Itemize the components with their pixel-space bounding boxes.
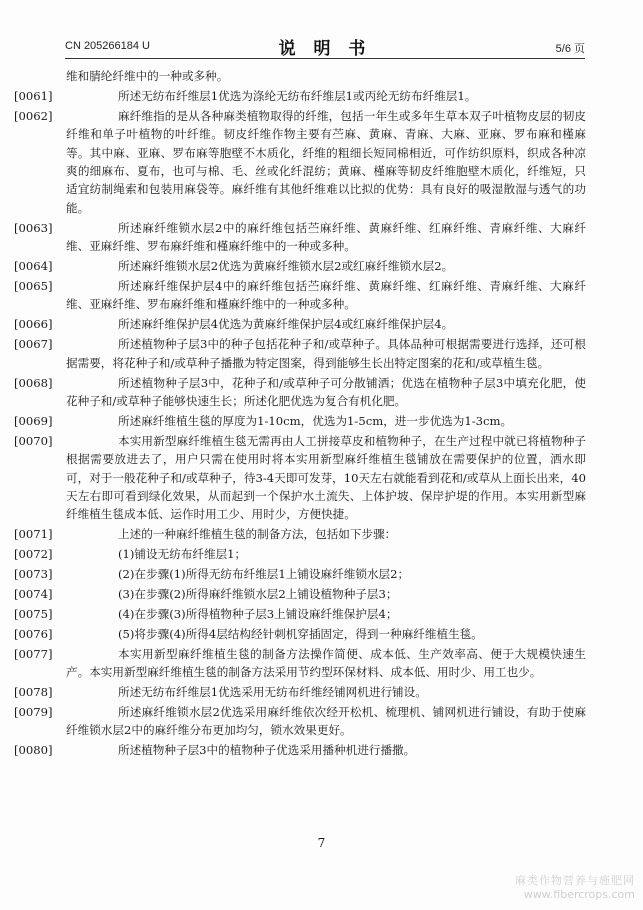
- paragraph-text: 所述麻纤维锁水层2中的麻纤维包括苎麻纤维、黄麻纤维、红麻纤维、青麻纤维、大麻纤维、亚麻纤维、罗布麻纤维和槿麻纤维中的一种或多种。: [66, 220, 586, 254]
- paragraph-text: 麻纤维指的是从各种麻类植物取得的纤维，包括一年生或多年生草本双子叶植物皮层的韧皮纤维和单子叶植物的叶纤维。韧皮纤维作物主要有苎麻、黄麻、青麻、大麻、亚麻、罗布麻和槿麻等。其中麻、亚麻、罗布麻等胞壁不木质化，纤维的粗细长短同棉相近，可作纺织原料，织成各种凉爽的细麻布、夏布，也可与棉、毛、丝或化纤混纺；黄麻、槿麻等韧皮纤维胞壁木质化，纤维短，只适宜纺制绳索和包装用麻袋等。麻纤维有其他纤维难以比拟的优势：具有良好的吸湿散湿与透气的功能。: [66, 108, 586, 215]
- paragraph-text: 所述麻纤维植生毯的厚度为1-10cm，优选为1-5cm，进一步优选为1-3cm。: [118, 413, 513, 428]
- watermark: [515, 874, 635, 902]
- page-header: [65, 36, 585, 59]
- paragraph-number: [0071]: [14, 527, 53, 542]
- continuation-text: 维和腈纶纤维中的一种或多种。: [66, 69, 229, 83]
- document-body: [14, 67, 586, 761]
- paragraph: [14, 741, 586, 759]
- paragraph-text: 所述麻纤维保护层4优选为黄麻纤维保护层4或红麻纤维保护层4。: [118, 317, 454, 332]
- paragraph: [14, 605, 586, 623]
- paragraph-text: 本实用新型麻纤维植生毯的制备方法操作简便、成本低、生产效率高、便于大规模快速生产。本实用新型麻纤维植生毯的制备方法采用节约型环保材料、成本低、用时少、用工也少。: [66, 646, 586, 680]
- paragraph-text: (4)在步骤(3)所得植物种子层3上铺设麻纤维保护层4；: [118, 606, 398, 621]
- watermark-site-name: 麻类作物营养与施肥网: [515, 874, 635, 887]
- paragraph-text: (5)将步骤(4)所得4层结构经针刺机穿插固定，得到一种麻纤维植生毯。: [118, 626, 483, 641]
- paragraph-number: [0068]: [14, 375, 53, 390]
- paragraph-number: [0069]: [14, 413, 53, 428]
- paragraph: [14, 625, 586, 643]
- paragraph-text: (3)在步骤(2)所得麻纤维锁水层2上铺设植物种子层3；: [118, 586, 398, 601]
- paragraph: [14, 703, 586, 740]
- paragraph: [14, 432, 586, 524]
- paragraph-text: (2)在步骤(1)所得无纺布纤维层1上铺设麻纤维锁水层2；: [118, 567, 410, 582]
- paragraph: [14, 565, 586, 583]
- paragraph-text: 本实用新型麻纤维植生毯无需再由人工拼接草皮和植物种子，在生产过程中就已将植物种子根据需要放进去了，用户只需在使用时将本实用新型麻纤维植生毯铺放在需要保护的位置，洒水即可，对于一般花种子和/或草种子，待3-4天即可发芽，10天左右就能看到花和/或草从上面长出来，40天左右即可看到绿化效果，从而起到一个保护水土流失、上体护坡、保岸护堤的作用。本实用新型麻纤维植生毯成本低、运作时用工少、用时少，方便快捷。: [66, 433, 586, 522]
- paragraph: [14, 335, 586, 372]
- paragraph-number: [0064]: [14, 259, 53, 274]
- paragraph-number: [0061]: [14, 88, 53, 103]
- paragraph: [14, 585, 586, 603]
- paragraph-text: 所述无纺布纤维层1优选采用无纺布纤维经铺网机进行铺设。: [118, 685, 427, 699]
- paragraph-text: 所述植物种子层3中的种子包括花种子和/或草种子。具体品种可根据需要进行选择，还可根据需要，将花种子和/或草种子播撒为特定图案，得到能够生长出特定图案的花和/或草植生毯。: [66, 337, 586, 370]
- paragraph-number: [0062]: [14, 108, 53, 123]
- paragraph-number: [0078]: [14, 685, 53, 699]
- paragraph: [14, 374, 586, 411]
- document-title: 说 明 书: [278, 39, 372, 59]
- paragraph: [14, 107, 586, 217]
- paragraph-text: 所述植物种子层3中，花种子和/或草种子可分散铺洒；优选在植物种子层3中填充化肥，使花种子和/或草种子能够快速生长；所述化肥优选为复合有机化肥。: [66, 375, 586, 408]
- paragraph-number: [0077]: [14, 646, 53, 661]
- patent-number: CN 205266184 U: [65, 40, 151, 52]
- paragraph-text: 上述的一种麻纤维植生毯的制备方法，包括如下步骤：: [118, 527, 397, 542]
- paragraph: [14, 257, 586, 275]
- page-indicator: 5/6 页: [555, 43, 585, 55]
- paragraph-number: [0065]: [14, 278, 53, 293]
- paragraph: [14, 525, 586, 543]
- paragraph-number: [0079]: [14, 704, 53, 719]
- paragraph: [14, 315, 586, 333]
- paragraph: [14, 645, 586, 682]
- paragraph-number: [0073]: [14, 567, 53, 582]
- paragraph-number: [0066]: [14, 317, 53, 332]
- paragraph: [14, 87, 586, 105]
- paragraph-text: 所述麻纤维锁水层2优选为黄麻纤维锁水层2或红麻纤维锁水层2。: [118, 259, 454, 274]
- paragraph-number: [0070]: [14, 433, 53, 448]
- paragraph-text: 所述麻纤维锁水层2优选采用麻纤维依次经开松机、梳理机、铺网机进行铺设，有助于使麻纤维锁水层2中的麻纤维分布更加均匀，锁水效果更好。: [66, 704, 586, 738]
- paragraph-number: [0075]: [14, 606, 53, 621]
- paragraph-number: [0076]: [14, 626, 53, 641]
- paragraph: [14, 412, 586, 430]
- paragraph-number: [0080]: [14, 743, 53, 758]
- paragraph-number: [0063]: [14, 220, 53, 235]
- paragraph-text: 所述植物种子层3中的植物种子优选采用播种机进行播撒。: [118, 743, 416, 758]
- paragraph: [14, 545, 586, 563]
- paragraph-text: (1)铺设无纺布纤维层1；: [118, 547, 247, 562]
- page-number: 7: [317, 836, 326, 850]
- paragraph: [14, 277, 586, 314]
- paragraph: [14, 219, 586, 256]
- paragraph-number: [0074]: [14, 586, 53, 601]
- paragraph-number: [0067]: [14, 337, 53, 352]
- watermark-url: www.fibercrops.com: [523, 888, 635, 901]
- paragraph: [14, 683, 586, 701]
- paragraph-text: 所述麻纤维保护层4中的麻纤维包括苎麻纤维、黄麻纤维、红麻纤维、青麻纤维、大麻纤维、亚麻纤维、罗布麻纤维和槿麻纤维中的一种或多种。: [66, 278, 586, 312]
- paragraph-text: 所述无纺布纤维层1优选为涤纶无纺布纤维层1或丙纶无纺布纤维层1。: [118, 88, 477, 103]
- paragraph-number: [0072]: [14, 547, 53, 562]
